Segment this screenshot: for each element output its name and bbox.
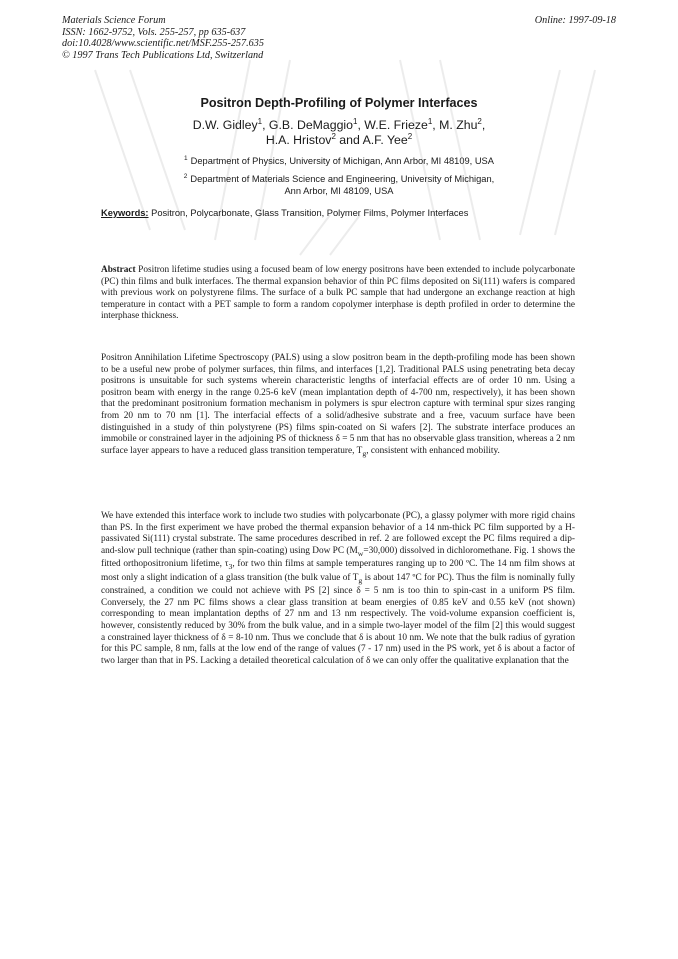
- keywords: [101, 208, 621, 218]
- paper-title: Positron Depth-Profiling of Polymer Interfaces: [200, 96, 478, 110]
- author-name: M. Zhu: [439, 118, 478, 132]
- affiliation-2: $^2$ Department of Materials Science and Engineering, University of Michigan, Ann Arbor, MI 48109, USA: [183, 173, 495, 196]
- keywords-label: Keywords:: [101, 208, 149, 218]
- abstract-paragraph: [101, 265, 575, 323]
- abstract-label: Abstract: [101, 265, 136, 275]
- author-line-2: H.A. Hristov$^2$ and A.F. Yee$^2$: [265, 132, 413, 147]
- doi-line: doi:10.4028/www.scientific.net/MSF.255-257.635: [62, 38, 264, 50]
- author-list: [60, 118, 618, 148]
- author-name: W.E. Frieze: [364, 118, 428, 132]
- publication-info: [62, 15, 442, 61]
- author-name: D.W. Gidley: [192, 118, 258, 132]
- extension-paragraph: We have extended this interface work to include two studies with polycarbonate (PC), a glassy polymer with more rigid chains than PS. In the first experiment we have probed the thermal expansion behavior of a 14 nm-thick PC film supported by a H-passivated Si(111) crystal substrate. The same procedures described in ref. 2 are followed except the PC films required a dip-and-slow pull technique (rather than spin-coating) using Dow PC $(M_w=30,000)$ dissolved in dichloromethane. Fig. 1 shows the fitted orthopositronium lifetime, $\tau_3$, for two thin films at sample temperatures ranging up to 200 ºC. The 14 nm film shows at most only a slight indication of a glass transition (the bulk value of $T_g$ is about 147 ºC for PC). Thus the film is nominally fully constrained, a condition we could not achieve with PS [2] since δ = 5 nm is too thin to spin-cast in a uniform PS film. Conversely, the 27 nm PC films shows a clear glass transition at beam energies of 0.85 keV and 0.55 keV (not shown) corresponding to mean implantation depths of 27 nm and 13 nm respectively. The void-volume expansion coefficient is, however, consistently reduced by 30% from the bulk value, and in a simple two-layer model of the film [2] this would suggest a constrained layer thickness of δ = 8-10 nm. Thus we conclude that δ is about 10 nm. We note that the bulk radius of gyration for this PC sample, 8 nm, falls at the low end of the range of values (7 - 17 nm) used in the PS work, yet δ is about a factor of two larger than that in PS. Lacking a detailed theoretical calculation of δ we can only offer the qualitative explanation that the: [101, 511, 575, 666]
- issn-line: ISSN: 1662-9752, Vols. 255-257, pp 635-637: [62, 26, 246, 38]
- keywords-text: Positron, Polycarbonate, Glass Transition, Polymer Films, Polymer Interfaces: [148, 208, 469, 218]
- copyright-line: © 1997 Trans Tech Publications Ltd, Switzerland: [62, 49, 264, 61]
- author-name: A.F. Yee: [362, 133, 408, 147]
- author-name: G.B. DeMaggio: [268, 118, 353, 132]
- affiliation-1: $^1$ Department of Physics, University of Michigan, Ann Arbor, MI 48109, USA: [184, 155, 494, 166]
- journal-name: Materials Science Forum: [62, 15, 166, 26]
- online-date: Online: 1997-09-18: [534, 15, 616, 26]
- author-line-1: D.W. Gidley$^1$, G.B. DeMaggio$^1$, W.E. Frieze$^1$, M. Zhu$^2$,: [192, 117, 486, 132]
- intro-paragraph: Positron Annihilation Lifetime Spectroscopy (PALS) using a slow positron beam in the depth-profiling mode has been shown to be a useful new probe of polymer surfaces, thin films, and interfaces [1,2]. Traditional PALS using penetrating beta decay positrons is unsuitable for such systems wherein characteristic lengths of interfacial effects are of order 10 nm. Using a positron beam with energy in the range 0.25-6 keV (mean implantation depth of 4-700 nm, respectively), it has been shown that the predominant positronium formation mechanism in polymers is spur electron capture with terminal spur sizes ranging from 20 nm to 70 nm [1]. The interfacial effects of a solid/adhesive substrate and a free, vacuum surface have been distinguished in a study of thin polystyrene (PS) films spin-coated on Si wafers [2]. The substrate interface produces an immobile or constrained layer in the adjoining PS of thickness δ = 5 nm that has no observable glass transition, whereas a 2 nm surface layer appears to have a reduced glass transition temperature, $T_g$, consistent with enhanced mobility.: [101, 353, 575, 458]
- author-name: H.A. Hristov: [265, 133, 332, 147]
- abstract-text: Positron lifetime studies using a focused beam of low energy positrons have been extended to include polycarbonate (PC) thin films and bulk interfaces. The thermal expansion behavior of thin PC films deposited on Si(111) wafers is compared with previous work on polystyrene films. The surface of a bulk PC sample that had undergone an exchange reaction at high temperature in contact with a PET sample to form a random copolymer interphase is depth profiled in order to determine the interphase thickness.: [101, 265, 575, 322]
